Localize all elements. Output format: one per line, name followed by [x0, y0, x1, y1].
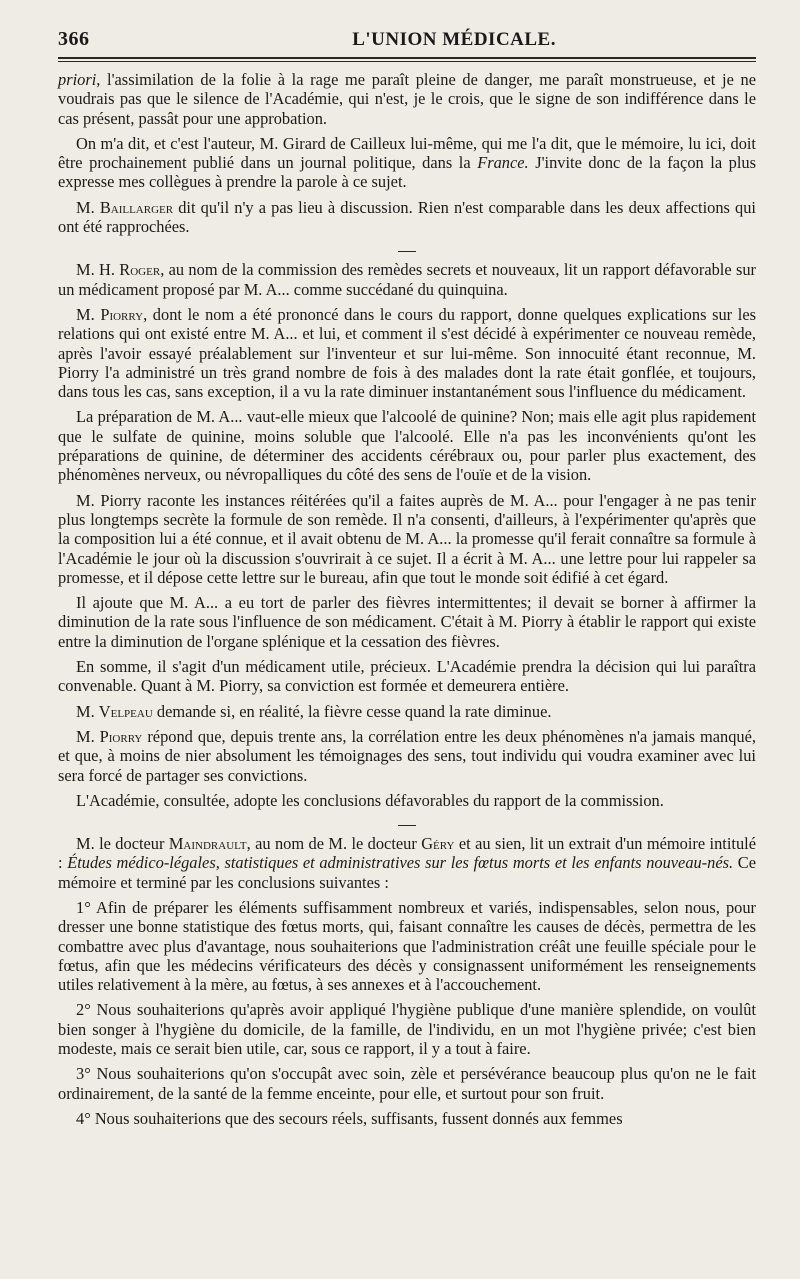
speaker-prefix: M. — [76, 726, 100, 746]
paragraph — [58, 702, 756, 721]
paragraph-text: , dont le nom a été prononcé dans le cours du rapport, donne quelques explications sur les relations qui ont existé entre M. A... et lui, et comment il s'est décidé à expérimenter ce nouveau remède, après l'avoir essayé préalablement sur l'inventeur et sur lui-même. Son innocuité étant reconnue, M. Piorry l'a administré un très grand nombre de fois à des malades dont la rate était gonflée, et toujours, dans tous les cas, sans exception, il a vu la rate diminuer instantanément sous l'influence du médicament. — [58, 304, 756, 402]
paragraph — [58, 834, 756, 892]
paragraph-text: et au sien, lit un extrait d'un mémoire intitulé : — [58, 834, 756, 873]
conclusion-item: 3° Nous souhaiterions qu'on s'occupât avec soin, zèle et persévérance beaucoup plus qu'on ne le fait ordinairement, de la santé de la femme enceinte, pour elle, et surtout pour son fruit. — [58, 1064, 756, 1103]
conclusion-item: 2° Nous souhaiterions qu'après avoir appliqué l'hygiène publique d'une manière splendide, on voulût bien songer à l'hygiène du domicile, de la famille, de l'individu, en un mot l'hygiène privée; c'est bien modeste, mais ce serait bien utile, car, sous ce rapport, il y a tout à faire. — [58, 1000, 756, 1059]
conclusion-item: 4° Nous souhaiterions que des secours réels, suffisants, fussent donnés aux femmes — [76, 1108, 623, 1128]
speaker-prefix: M. — [76, 701, 99, 721]
speaker-name: Velpeau — [98, 701, 153, 721]
paragraph: La préparation de M. A... vaut-elle mieux que l'alcoolé de quinine? Non; mais elle agit plus rapidement que le sulfate de quinine, moins soluble que l'alcoolé. Elle n'a pas les inconvénients qu'ont les préparations de quinine, de déterminer des accidents cérébraux ou, pour parler plus exactement, des phénomènes nerveux, ou névropalliques du côté des sens de l'ouïe et de la vision. — [58, 407, 756, 485]
author-name: Maindrault — [168, 834, 247, 854]
paragraph-text: , l'assimilation de la folie à la rage me paraît pleine de danger, me paraît monstrueuse, et je ne voudrais pas que le silence de l'Académie, qui n'est, je le crois, que le signe de son indifférence dans le cas présent, passât pour une approbation. — [58, 70, 756, 128]
paragraph-text: dit qu'il n'y a pas lieu à discussion. Rien n'est comparable dans les deux affections qui ont été rapprochées. — [58, 197, 756, 237]
speaker-name: Roger — [119, 260, 161, 280]
paragraph: M. Piorry raconte les instances réitérées qu'il a faites auprès de M. A... pour l'engager à ne pas tenir plus longtemps secrète la formule de son remède. Il n'a consenti, d'ailleurs, à l'expérimenter qu'après que la composition lui a été connue, et il avait obtenu de M. A... la promesse qu'il ferait connaître sa formule à l'Académie le jour où la discussion s'ouvrirait à ce sujet. Il a écrit à M. A... une lettre pour lui rappeler sa promesse, et il dépose cette lettre sur le bureau, afin que tout le monde soit édifié à cet égard. — [58, 490, 756, 587]
speaker-prefix: M. H. — [76, 260, 120, 280]
speaker-prefix: M. — [76, 304, 101, 324]
speaker-name: Piorry — [99, 726, 143, 746]
header-rule-thin — [58, 61, 756, 62]
section-separator — [58, 816, 756, 826]
paragraph: Il ajoute que M. A... a eu tort de parler des fièvres intermittentes; il devait se borner à affirmer la diminution de la rate sous l'influence de son médicament. C'était à M. Piorry à établir le rapport qui existe entre la diminution de l'organe splénique et la cessation des fièvres. — [58, 593, 756, 651]
conclusion-item: 1° Afin de préparer les éléments suffisamment nombreux et variés, indispensables, selon nous, pour dresser une bonne statistique des fœtus morts, qui, faisant connaître les causes de décès, permettra de les combattre avec plus d'avantage, nous souhaiterions que l'administration créât une feuille spéciale pour le fœtus, afin que les médecins vérificateurs des décès y consignassent uniformément les renseignements utiles relativement à la mère, au fœtus, à ses annexes et à l'accouchement. — [58, 897, 756, 995]
paragraph: L'Académie, consultée, adopte les conclusions défavorables du rapport de la commission. — [76, 790, 664, 810]
speaker-prefix: M. le docteur — [76, 834, 169, 854]
memoir-title: Études médico-légales, statistiques et administratives sur les fœtus morts et les enfants nouveau-nés. — [67, 853, 734, 873]
paragraph — [58, 305, 756, 401]
running-title: L'UNION MÉDICALE. — [352, 29, 556, 50]
paragraph — [58, 260, 756, 299]
speaker-name: Piorry — [100, 304, 144, 324]
paragraph-text: demande si, en réalité, la fièvre cesse quand la rate diminue. — [152, 701, 552, 721]
paragraph-text: Ce mémoire et terminé par les conclusions suivantes : — [58, 853, 756, 892]
journal-title: France. — [477, 153, 529, 173]
paragraph — [58, 198, 756, 237]
paragraph-text: On m'a dit, et c'est l'auteur, M. Girard de Cailleux lui-même, qui me l'a dit, que le mémoire, lu ici, doit être prochainement publié dans un journal politique, dans la — [58, 133, 756, 173]
page-header — [58, 28, 756, 57]
article-body — [58, 70, 756, 1128]
paragraph-text: J'invite donc de la façon la plus expresse mes collègues à prendre la parole à ce sujet. — [58, 153, 757, 192]
author-name: Géry — [421, 834, 455, 854]
section-separator — [58, 242, 756, 252]
speaker-prefix: M. — [76, 197, 100, 217]
paragraph — [58, 727, 756, 785]
paragraph-text: , au nom de la commission des remèdes secrets et nouveaux, lit un rapport défavorable sur un médicament proposé par M. A... comme succédané du quinquina. — [58, 260, 756, 299]
page-number: 366 — [58, 28, 90, 50]
italic-lead: priori — [58, 70, 97, 89]
paragraph-text: répond que, depuis trente ans, la corrélation entre les deux phénomènes n'a jamais manqué, et que, à moins de nier absolument les témoignages des sens, tout individu qui voudra examiner avec lui sera forcé de partager ses convictions. — [58, 726, 756, 785]
paragraph: En somme, il s'agit d'un médicament utile, précieux. L'Académie prendra la décision qui lui paraîtra convenable. Quant à M. Piorry, sa conviction est formée et demeurera entière. — [58, 657, 756, 696]
paragraph — [58, 70, 756, 128]
paragraph-text: , au nom de M. le docteur — [246, 834, 422, 854]
header-rule — [58, 57, 756, 59]
speaker-name: Baillarger — [99, 197, 174, 217]
paragraph — [58, 134, 756, 192]
